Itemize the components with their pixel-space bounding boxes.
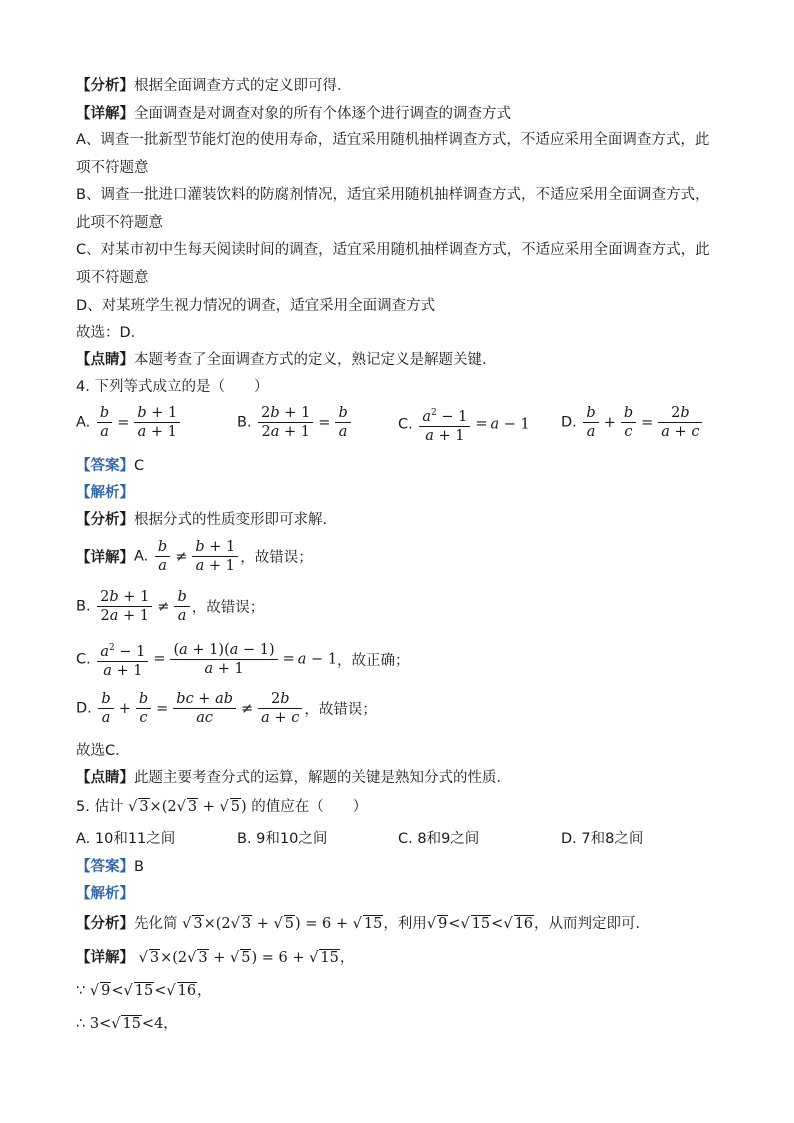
comment-text: 此题主要考查分式的运算，解题的关键是熟知分式的性质． (134, 770, 511, 786)
fraction: $\frac{2b}{a + c}$ (258, 690, 302, 727)
detail-tag: 【详解】 (76, 550, 134, 566)
fraction: $\frac{b + 1}{a + 1}$ (192, 538, 238, 575)
fraction: $\frac{2b + 1}{2a + 1}$ (258, 404, 313, 441)
q5-because (76, 980, 212, 1002)
q3-analysis (76, 75, 352, 97)
fraction: $\frac{bc + ab}{ac}$ (173, 690, 236, 727)
q5-option-a: A. 10和11之间 (76, 831, 176, 847)
math-expression: √ 3×(2√ 3 + √ 5) = 6 + √ 15 (182, 916, 383, 932)
q4-comment (76, 767, 511, 789)
q4-option-d: D. $\frac{b}{a}$ + $\frac{b}{c}$ = $\frac{2b}{a + c}$ (561, 404, 704, 441)
analysis-prefix: 先化简 (134, 916, 178, 932)
fraction: $\frac{2b}{a + c}$ (658, 404, 702, 441)
q3-option-d-explain: D、对某班学生视力情况的调查，适宜采用全面调查方式 (76, 298, 436, 314)
q5-analysis (76, 913, 650, 935)
q4-jiexi (76, 482, 134, 504)
detail-label: A. (134, 548, 149, 565)
q5-option-b: B. 9和10之间 (237, 831, 328, 847)
math-expression: √ 9<√ 15<√ 16 (89, 983, 197, 999)
q4-option-b: B. $\frac{2b + 1}{2a + 1}$ = $\frac{b}{a}$ (237, 404, 353, 441)
fraction: $\frac{2b + 1}{2a + 1}$ (97, 588, 152, 625)
q5-stem (76, 796, 367, 818)
detail-tag: 【详解】 (76, 106, 134, 122)
comment-text: 本题考查了全面调查方式的定义，熟记定义是解题关键． (134, 352, 497, 368)
option-label: C. (398, 416, 413, 433)
answer-value: B (134, 859, 144, 875)
fraction: $\frac{b}{a}$ (155, 538, 170, 575)
detail-label: C. (76, 651, 91, 668)
q3-option-b-explain: B、调查一批进口灌装饮料的防腐剂情况，适宜采用随机抽样调查方式，不适应采用全面调查方式，此项不符题意 (76, 187, 710, 231)
fraction: $\frac{b}{c}$ (136, 690, 151, 727)
q4-option-c: C. $\frac{a^2 - 1}{a + 1}$ = a − 1 (398, 404, 530, 445)
analysis-text: 根据全面调查方式的定义即可得． (134, 78, 352, 94)
q4-detail-b: B. $\frac{2b + 1}{2a + 1}$ ≠ $\frac{b}{a}$ ，故错误； (76, 589, 265, 624)
option-label: D. (561, 414, 577, 431)
math-expression: √ 3×(2√ 3 + √ 5) (128, 799, 247, 815)
fraction: $\frac{b}{c}$ (621, 404, 636, 441)
option-label: B. (237, 414, 252, 431)
math-expression: √ 9<√ 15<√ 16 (426, 916, 534, 932)
answer-tag: 【答案】 (76, 859, 134, 875)
detail-label: D. (76, 700, 92, 717)
fraction: $\frac{a^2 - 1}{a + 1}$ (97, 639, 148, 680)
therefore-symbol: ∴ (76, 1016, 86, 1032)
q3-option-a-explain: A、调查一批新型节能灯泡的使用寿命，适宜采用随机抽样调查方式，不适应采用全面调查方式，此项不符题意 (76, 132, 710, 176)
fraction: $\frac{b}{a}$ (98, 690, 113, 727)
answer-tag: 【答案】 (76, 458, 134, 474)
analysis-tag: 【分析】 (76, 916, 134, 932)
comment-tag: 【点睛】 (76, 352, 134, 368)
fraction: $\frac{(a + 1)(a - 1)}{a + 1}$ (170, 641, 277, 678)
detail-tag: 【详解】 (76, 950, 134, 966)
q4-detail-d: D. $\frac{b}{a}$ + $\frac{b}{c}$ = $\frac{bc + ab}{ac}$ ≠ $\frac{2b}{a + c}$ ，故错误； (76, 691, 377, 726)
stem-prefix: 5. 估计 (76, 799, 124, 815)
detail-label: B. (76, 598, 91, 615)
comma: ， (197, 983, 212, 999)
jiexi-tag: 【解析】 (76, 886, 134, 902)
fraction: $\frac{b}{a}$ (583, 404, 598, 441)
fraction: $\frac{a^2 - 1}{a + 1}$ (419, 404, 470, 445)
fraction: $\frac{b}{a}$ (174, 588, 189, 625)
q4-choose: 故选C． (76, 743, 130, 759)
q4-answer (76, 455, 144, 477)
analysis-text: 根据分式的性质变形即可求解． (134, 512, 337, 528)
math-expression: 3<√ 15<4 (89, 1016, 164, 1032)
verdict: ，故错误； (240, 550, 313, 566)
verdict: ，故错误； (304, 702, 377, 718)
q3-option-c-explain: C、对某市初中生每天阅读时间的调查，适宜采用随机抽样调查方式，不适应采用全面调查方式，此项不符题意 (76, 242, 710, 286)
math-expression: √ 3×(2√ 3 + √ 5) = 6 + √ 15 (138, 950, 339, 966)
analysis-suffix: ，从而判定即可． (534, 916, 651, 932)
analysis-tag: 【分析】 (76, 78, 134, 94)
analysis-mid: ，利用 (383, 916, 427, 932)
q4-option-a: A. $\frac{b}{a}$ = $\frac{b + 1}{a + 1}$ (76, 404, 182, 441)
q3-comment (76, 349, 497, 371)
fraction: $\frac{b}{a}$ (97, 404, 112, 441)
q4-stem: 4. 下列等式成立的是（ ） (76, 379, 269, 395)
q5-jiexi (76, 883, 134, 905)
because-symbol: ∵ (76, 983, 86, 999)
q4-detail-c: C. $\frac{a^2 - 1}{a + 1}$ = $\frac{(a + 1)(a - 1)}{a + 1}$ = a − 1，故正确； (76, 639, 410, 680)
comment-tag: 【点睛】 (76, 770, 134, 786)
q5-option-d: D. 7和8之间 (561, 831, 644, 847)
verdict: ，故错误； (191, 600, 265, 616)
fraction: $\frac{b + 1}{a + 1}$ (134, 404, 180, 441)
comma: ， (163, 1016, 178, 1032)
q5-answer (76, 856, 144, 878)
jiexi-tag: 【解析】 (76, 485, 134, 501)
comma: ， (339, 950, 355, 966)
q4-detail-a: 【详解】A. $\frac{b}{a}$ ≠ $\frac{b + 1}{a + 1}$ ，故错误； (76, 539, 313, 574)
analysis-tag: 【分析】 (76, 512, 134, 528)
q4-analysis (76, 509, 337, 531)
stem-suffix: 的值应在（ ） (251, 799, 368, 815)
q5-detail (76, 947, 354, 969)
answer-value: C (134, 458, 145, 474)
q5-therefore (76, 1013, 178, 1035)
verdict: ，故正确； (337, 652, 410, 669)
q3-choose: 故选：D． (76, 325, 146, 341)
detail-text: 全面调查是对调查对象的所有个体逐个进行调查的调查方式 (134, 106, 511, 122)
q3-detail (76, 103, 511, 125)
q5-option-c: C. 8和9之间 (398, 831, 480, 847)
option-label: A. (76, 414, 91, 431)
fraction: $\frac{b}{a}$ (335, 404, 350, 441)
